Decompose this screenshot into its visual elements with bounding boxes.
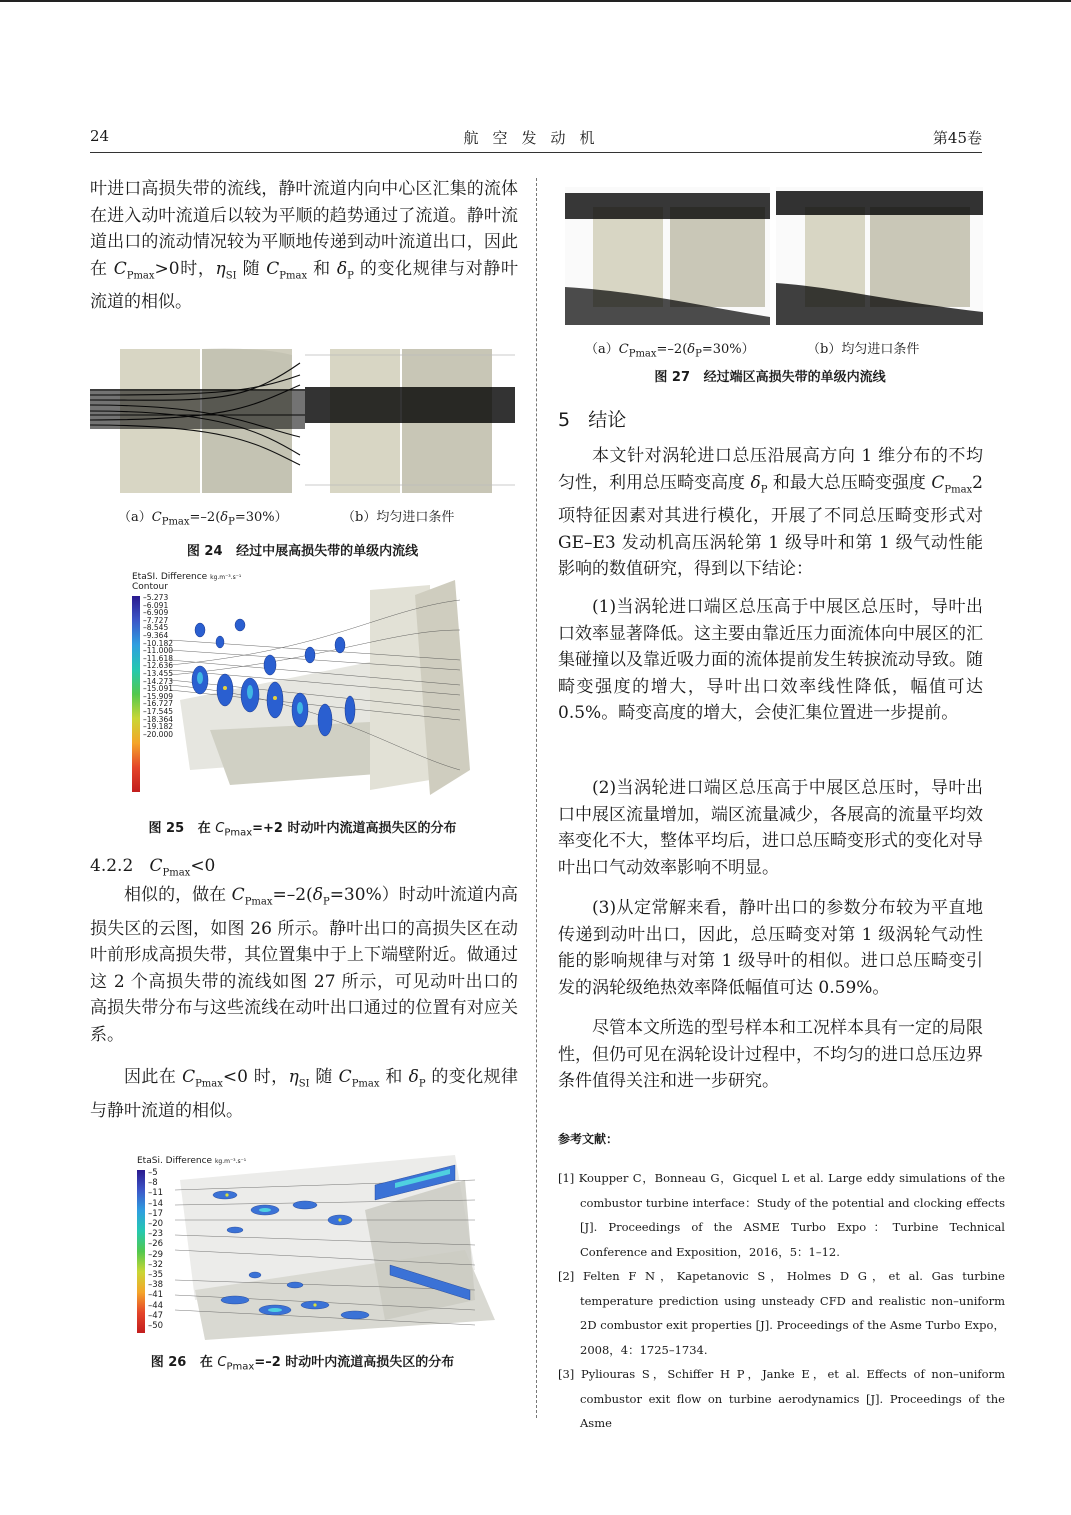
reference-item: [1] Koupper C，Bonneau G，Gicquel L et al. Large eddy simulations of the combustor turbine interface：Study of the potential and clocking effects [J]. Proceedings of the ASME Turbo Expo：Turbine Technical Conference and Exposition，2016，5：1–12. [558,1171,1005,1259]
page-number: 24 [90,127,110,145]
right-paragraph-4: (3)从定常解来看，静叶出口的参数分布较为平直地传递到动叶出口，因此，总压畸变对第 1 级涡轮气动性能的影响规律与对第 1 级导叶的相似。进口总压畸变引发的涡轮级绝热效率降低幅值可达 0.59%。 [558,898,983,998]
figure-25-ticks: –5.273 –6.091 –6.909 –7.727 –8.545 –9.364 –10.182 –11.000 –11.618 –12.636 –13.455 –14.273 –15.091 –15.909 –16.727 –17.545 –18.364 –19.182 –20.000 [143,593,173,739]
references-heading: 参考文献： [558,1132,619,1146]
left-paragraph-3: 因此在 $C_{Pmax}<0$ 时，$\eta_{SI}$ 随 $C_{Pmax}$ 和 $\delta_P$ 的变化规律与静叶流道的相似。 [90,1067,519,1121]
figure-24-sublabel-a: $(a)C_{Pmax}=-2(\delta_P=30\%)$ [118,510,288,528]
figure-26-legend-title: EtaSi. Difference kg.m⁻³.s⁻¹ [137,1156,247,1166]
header-rule [90,152,982,153]
journal-name: 航空发动机 [463,129,609,147]
figure-27-caption: 图 27 经过端区高损失带的单级内流线 [654,370,886,385]
figure-25-image [130,570,525,810]
figure-24-image [90,345,515,497]
figure-27-image [565,187,983,325]
section-5-heading: 5 结论 [558,409,627,431]
figure-25-legend-title: EtaSI. Difference kg.m⁻³.s⁻¹ Contour [132,572,242,592]
running-header [90,127,982,149]
column-divider [536,178,537,1418]
figure-26-ticks: –5 –8 –11 –14 –17 –20 –23 –26 –29 –32 –35 –38 –41 –44 –47 –50 [148,1168,164,1332]
right-paragraph-2: (1)当涡轮进口端区总压高于中展区总压时，导叶出口效率显著降低。这主要由靠近压力面流体向中展区的汇集碰撞以及靠近吸力面的流体提前发生转捩流动导致。随畸变强度的增大，导叶出口效率线性降低，幅值可达 0.5%。畸变高度的增大，会使汇集位置进一步提前。 [558,597,983,723]
left-paragraph-1: 叶进口高损失带的流线，静叶流道内向中心区汇集的流体在进入动叶流道后以较为平顺的趋势通过了流道。静叶流道出口的流动情况较为平顺地传递到动叶流道出口，因此在 $C_{Pmax}>0$时，$\eta_{SI}$ 随 $C_{Pmax}$ 和 $\delta_P$ 的变化规律与对静叶流道的相似。 [90,179,519,313]
left-paragraph-2: 相似的，做在 $C_{Pmax}=-2(\delta_P=30\%)$时动叶流道内高损失区的云图，如图 26 所示。静叶出口的高损失区在动叶前形成高损失带，其位置集中于上下端壁附近。做通过这 2 个高损失带的流线如图 27 所示，可见动叶出口的高损失带分布与这些流线在动叶出口通过的位置有对应关系。 [90,885,519,1045]
figure-26-caption: 图 26 在 $C_{Pmax}=-2$ 时动叶内流道高损失区的分布 [150,1355,455,1373]
section-4-2-2-heading: 4.2.2 $C_{Pmax}<0$ [90,856,216,879]
reference-item: [2] Felten F N，Kapetanovic S，Holmes D G，et al. Gas turbine temperature prediction using unsteady CFD and realistic non–uniform 2D combustor exit properties [J]. Proceedings of the Asme Turbo Expo，2008，4：1725–1734. [558,1269,1005,1357]
right-paragraph-3: (2)当涡轮进口端区总压高于中展区总压时，导叶出口中展区流量增加，端区流量减少，各展高的流量平均效率变化不大，整体平均后，进口总压畸变形式的变化对导叶出口气动效率影响不明显。 [558,778,983,878]
right-paragraph-1: 本文针对涡轮进口总压沿展高方向 1 维分布的不均匀性，利用总压畸变高度 $\delta_P$ 和最大总压畸变强度 $C_{Pmax}2$ 项特征因素对其进行模化，开展了不同总压畸变形式对 GE–E3 发动机高压涡轮第 1 级导叶和第 1 级气动性能影响的数值研究，得到以下结论： [558,446,983,580]
figure-25-colorbar [132,596,140,792]
figure-27-sublabel-b: （b）均匀进口条件 [807,342,920,357]
figure-24-sublabel-b: （b）均匀进口条件 [342,510,455,525]
figure-26-colorbar [137,1170,145,1333]
figure-24-caption: 图 24 经过中展高损失带的单级内流线 [186,544,419,559]
reference-item: [3] Pyliouras S，Schiffer H P，Janke E，et al. Effects of non–uniform combustor exit flow on turbine aerodynamics [J]. Proceedings of the Asme [558,1367,1005,1430]
volume-label: 第45卷 [932,129,982,147]
figure-26-image [135,1150,520,1345]
figure-25-caption: 图 25 在 $C_{Pmax}=+2$ 时动叶内流道高损失区的分布 [148,821,457,839]
top-rule [0,0,1071,2]
right-paragraph-5: 尽管本文所选的型号样本和工况样本具有一定的局限性，但仍可见在涡轮设计过程中，不均匀的进口总压边界条件值得关注和进一步研究。 [558,1018,983,1091]
figure-27-sublabel-a: $(a)C_{Pmax}=-2(\delta_P=30\%)$ [585,342,755,360]
